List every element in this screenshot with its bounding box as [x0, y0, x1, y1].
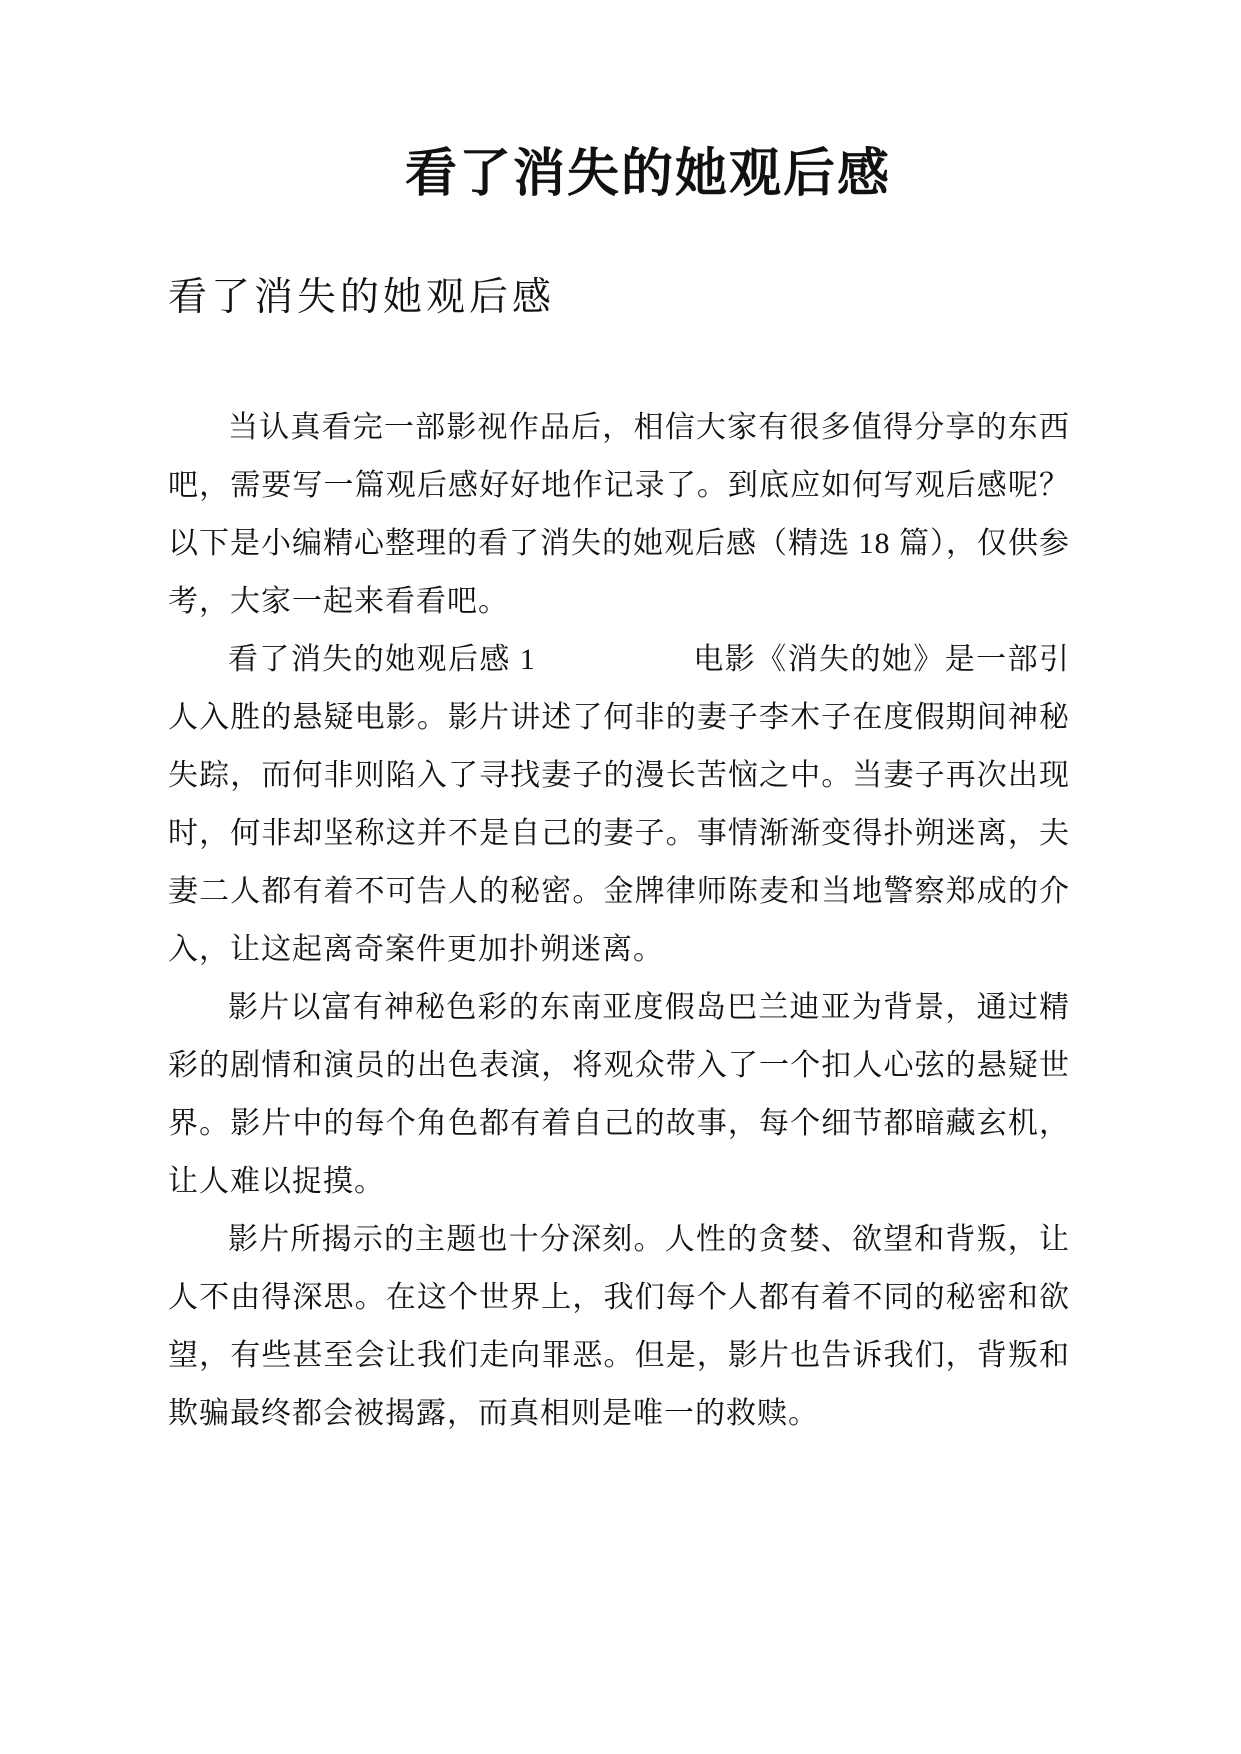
- document-body: [168, 399, 1070, 1443]
- paragraph-intro: 当认真看完一部影视作品后，相信大家有很多值得分享的东西吧，需要写一篇观后感好好地作记录了。到底应如何写观后感呢？以下是小编精心整理的看了消失的她观后感（精选 18 篇），仅供参考，大家一起来看看吧。: [168, 411, 1070, 618]
- document-subtitle: 看了消失的她观后感: [168, 276, 556, 319]
- paragraph-review-1-theme: 影片所揭示的主题也十分深刻。人性的贪婪、欲望和背叛，让人不由得深思。在这个世界上，我们每个人都有着不同的秘密和欲望，有些甚至会让我们走向罪恶。但是，影片也告诉我们，背叛和欺骗最终都会被揭露，而真相则是唯一的救赎。: [168, 1223, 1070, 1430]
- document-title: 看了消失的她观后感: [404, 146, 891, 203]
- paragraph-review-1-plot: 看了消失的她观后感 1 电影《消失的她》是一部引人入胜的悬疑电影。影片讲述了何非的妻子李木子在度假期间神秘失踪，而何非则陷入了寻找妻子的漫长苦恼之中。当妻子再次出现时，何非却坚称这并不是自己的妻子。事情渐渐变得扑朔迷离，夫妻二人都有着不可告人的秘密。金牌律师陈麦和当地警察郑成的介入，让这起离奇案件更加扑朔迷离。: [168, 643, 1070, 966]
- paragraph-review-1-setting: 影片以富有神秘色彩的东南亚度假岛巴兰迪亚为背景，通过精彩的剧情和演员的出色表演，将观众带入了一个扣人心弦的悬疑世界。影片中的每个角色都有着自己的故事，每个细节都暗藏玄机，让人难以捉摸。: [168, 991, 1070, 1198]
